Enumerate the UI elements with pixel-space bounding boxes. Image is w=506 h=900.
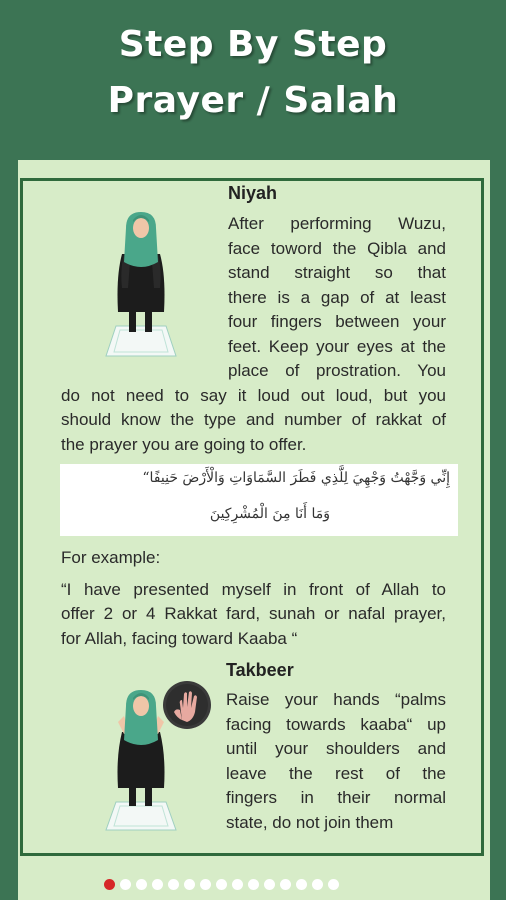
example-text-line: for Allah, facing toward Kaaba “ xyxy=(61,629,298,648)
takbeer-text-line: fingers in their normal xyxy=(226,788,446,807)
niyah-text-line: stand straight so that xyxy=(228,263,446,282)
niyah-text-line: place of prostration. You xyxy=(228,361,446,380)
takbeer-text-line: state, do not join them xyxy=(226,813,394,832)
niyah-text-line: should know the type and number of rakkat of xyxy=(61,410,446,429)
example-text-line: offer 2 or 4 Rakkat fard, sunah or nafal prayer, xyxy=(61,604,446,623)
page-dot[interactable] xyxy=(296,879,307,890)
page-dot[interactable] xyxy=(152,879,163,890)
page-indicator xyxy=(104,879,339,893)
page-dot[interactable] xyxy=(104,879,115,890)
page-dot[interactable] xyxy=(120,879,131,890)
takbeer-text-line: leave the rest of the xyxy=(226,764,446,783)
page-dot[interactable] xyxy=(312,879,323,890)
takbeer-text-line: Raise your hands “palms xyxy=(226,690,446,709)
app-header xyxy=(0,0,506,158)
raised-hand-icon xyxy=(162,680,212,730)
takbeer-heading: Takbeer xyxy=(226,660,294,680)
niyah-standing-figure-icon xyxy=(104,206,178,360)
niyah-heading: Niyah xyxy=(228,183,278,203)
niyah-text-line: four fingers between your xyxy=(228,312,446,331)
page-dot[interactable] xyxy=(232,879,243,890)
page-dot[interactable] xyxy=(264,879,275,890)
page-dot[interactable] xyxy=(184,879,195,890)
niyah-text-line: do not need to say it loud out loud, but you xyxy=(61,386,446,405)
page-dot[interactable] xyxy=(248,879,259,890)
niyah-text-line: feet. Keep your eyes at the xyxy=(228,337,446,356)
title-line-2: Prayer / Salah xyxy=(107,80,399,121)
arabic-dua-line-1: إِنِّي وَجَّهْتُ وَجْهِيَ لِلَّذِي فَطَرَ السَّمَاوَاتِ وَالْأَرْضَ حَنِيفًا“ xyxy=(142,470,450,486)
niyah-text-line: the prayer you are going to offer. xyxy=(61,435,307,454)
niyah-text-line: After performing Wuzu, xyxy=(228,214,446,233)
niyah-text-line: there is a gap of at least xyxy=(228,288,446,307)
arabic-dua-line-2: وَمَا أَنَا مِنَ الْمُشْرِكِينَ xyxy=(209,506,330,522)
page-dot[interactable] xyxy=(168,879,179,890)
page-dot[interactable] xyxy=(328,879,339,890)
takbeer-text-line: until your shoulders and xyxy=(226,739,446,758)
niyah-text-line: face toword the Qibla and xyxy=(228,239,446,258)
page-dot[interactable] xyxy=(280,879,291,890)
example-label: For example: xyxy=(61,548,161,567)
page-dot[interactable] xyxy=(136,879,147,890)
example-text-line: “I have presented myself in front of Allah to xyxy=(61,580,446,599)
arabic-dua-box xyxy=(60,464,458,536)
page-dot[interactable] xyxy=(216,879,227,890)
title-line-1: Step By Step xyxy=(118,24,388,65)
page-dot[interactable] xyxy=(200,879,211,890)
takbeer-text-line: facing towards kaaba“ up xyxy=(226,715,446,734)
